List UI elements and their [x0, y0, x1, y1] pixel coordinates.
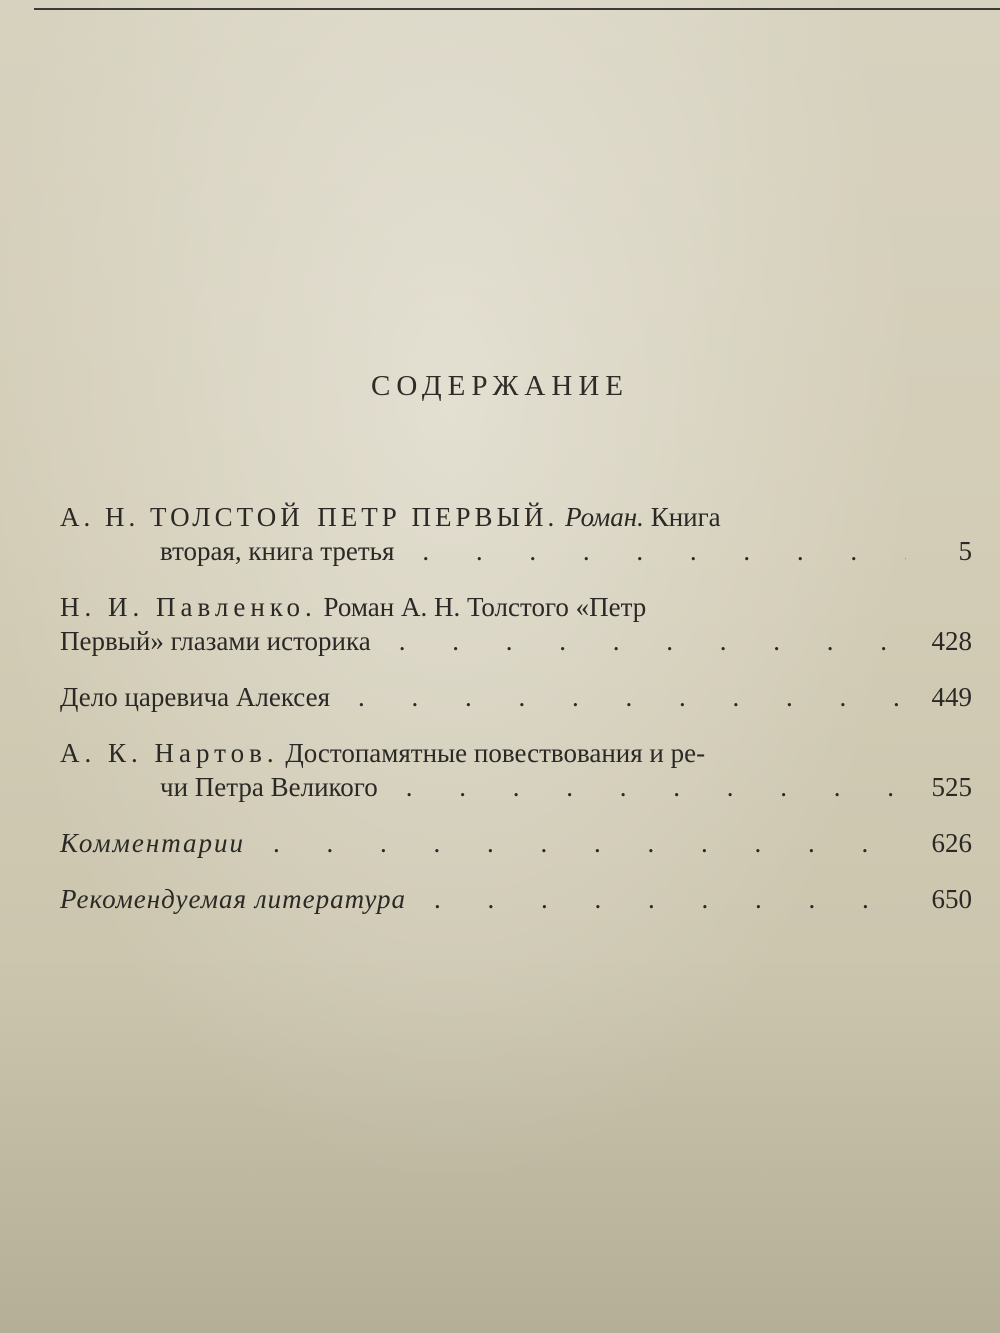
dot-leader [273, 826, 906, 860]
toc-entry-line1 [60, 736, 972, 770]
toc-entry-page: 449 [931, 682, 972, 712]
dot-leader [358, 680, 906, 714]
toc-entry-title: Комментарии [60, 828, 246, 858]
toc-entry-page: 428 [931, 626, 972, 656]
toc-entry-line [60, 826, 972, 860]
toc-entry-line1 [60, 590, 972, 624]
toc-entry-line2 [60, 624, 972, 658]
toc-entry-nartov [60, 736, 972, 804]
page-shadow [0, 950, 1000, 1333]
toc-entry-author: Н. И. Павленко. [60, 592, 317, 622]
toc-entry-line1 [60, 500, 972, 534]
toc-entry-page: 5 [958, 536, 972, 566]
toc-entry-alexei [60, 680, 972, 714]
toc-entry-literature [60, 882, 972, 916]
toc-entry-line2 [60, 770, 972, 804]
toc-entry-author: А. Н. ТОЛСТОЙ [60, 502, 304, 532]
toc-entry-pavlenko [60, 590, 972, 658]
toc-entry-title-part: Книга [650, 502, 721, 532]
toc-entry-title-cont: Первый» глазами историка [60, 626, 371, 656]
toc-entry-line [60, 882, 972, 916]
toc-entry-title: Дело царевича Алексея [60, 682, 330, 712]
dot-leader [434, 882, 906, 916]
dot-leader [406, 770, 906, 804]
dot-leader [422, 534, 906, 568]
dot-leader [399, 624, 906, 658]
toc-entry-page: 626 [931, 828, 972, 858]
toc-entry-title-cont: вторая, книга третья [160, 536, 395, 566]
toc-entry-genre: Роман. [565, 502, 644, 532]
toc-entry-line2 [60, 534, 972, 568]
toc-entry-page: 650 [931, 884, 972, 914]
toc-entry-page: 525 [931, 772, 972, 802]
toc-entry-title: Рекомендуемая литература [60, 884, 407, 914]
toc-entry-title-part: Роман А. Н. Толстого «Петр [323, 592, 647, 622]
toc-entry-line [60, 680, 972, 714]
top-rule [34, 8, 1000, 10]
toc-entry-work: ПЕТР ПЕРВЫЙ. [317, 502, 559, 532]
toc-entry-title-part: Достопамятные повествования и ре- [285, 738, 706, 768]
toc-entry-tolstoy [60, 500, 972, 568]
toc-entry-commentary [60, 826, 972, 860]
page-title: СОДЕРЖАНИЕ [371, 370, 629, 402]
toc-entry-title-cont: чи Петра Великого [160, 772, 378, 802]
toc-entry-author: А. К. Нартов. [60, 738, 279, 768]
table-of-contents [60, 500, 972, 938]
